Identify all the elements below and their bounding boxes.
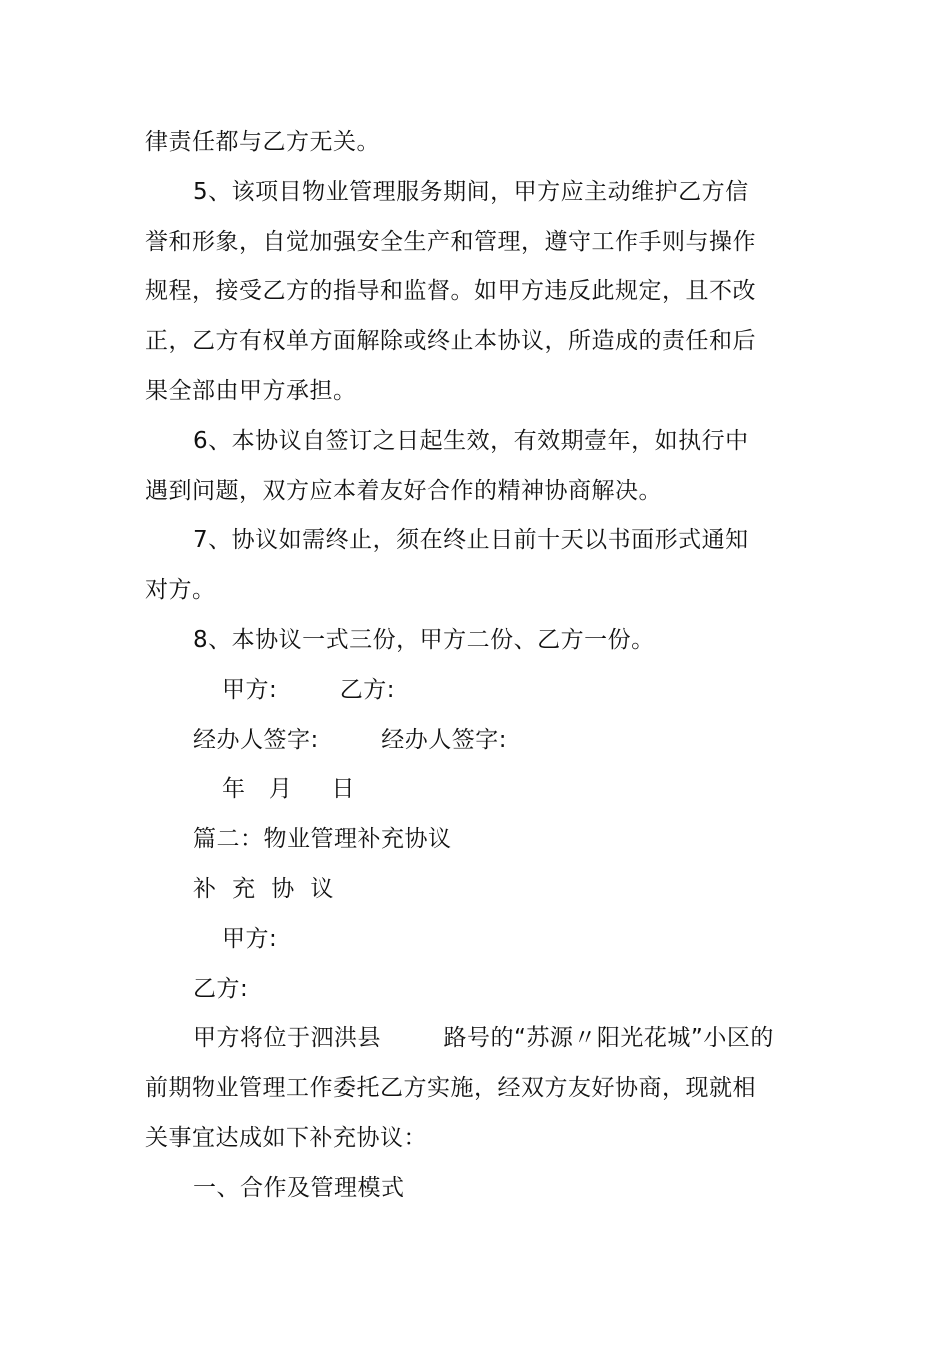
clause-8-line: 8、本协议一式三份，甲方二份、乙方一份。 (193, 627, 655, 653)
clause-6-line: 6、本协议自签订之日起生效，有效期壹年，如执行中 (193, 428, 749, 454)
date-line: 年 月 日 (222, 776, 355, 802)
text-line: 前期物业管理工作委托乙方实施，经双方友好协商，现就相 (145, 1075, 756, 1101)
section-heading: 篇二：物业管理补充协议 (193, 826, 452, 852)
intro-line: 甲方将位于泗洪县 路号的“苏源〃阳光花城”小区的 (193, 1025, 774, 1051)
signature-labels: 经办人签字: 经办人签字: (193, 727, 507, 753)
text-line: 果全部由甲方承担。 (145, 378, 357, 404)
clause-7-line: 7、协议如需终止，须在终止日前十天以书面形式通知 (193, 527, 749, 553)
text-line: 关事宜达成如下补充协议： (145, 1125, 427, 1151)
text-line: 规程，接受乙方的指导和监督。如甲方违反此规定，且不改 (145, 278, 756, 304)
subsection-heading: 一、合作及管理模式 (193, 1175, 405, 1201)
party-b-label: 乙方: (193, 976, 249, 1002)
clause-5-line: 5、该项目物业管理服务期间，甲方应主动维护乙方信 (193, 179, 749, 205)
party-labels: 甲方: 乙方: (222, 677, 395, 703)
text-line: 誉和形象，自觉加强安全生产和管理，遵守工作手则与操作 (145, 229, 756, 255)
party-a-label: 甲方: (222, 926, 278, 952)
agreement-title: 补 充 协 议 (193, 876, 334, 902)
text-line: 遇到问题，双方应本着友好合作的精神协商解决。 (145, 478, 662, 504)
text-line: 正，乙方有权单方面解除或终止本协议，所造成的责任和后 (145, 328, 756, 354)
text-line: 律责任都与乙方无关。 (145, 129, 380, 155)
text-line: 对方。 (145, 577, 216, 603)
